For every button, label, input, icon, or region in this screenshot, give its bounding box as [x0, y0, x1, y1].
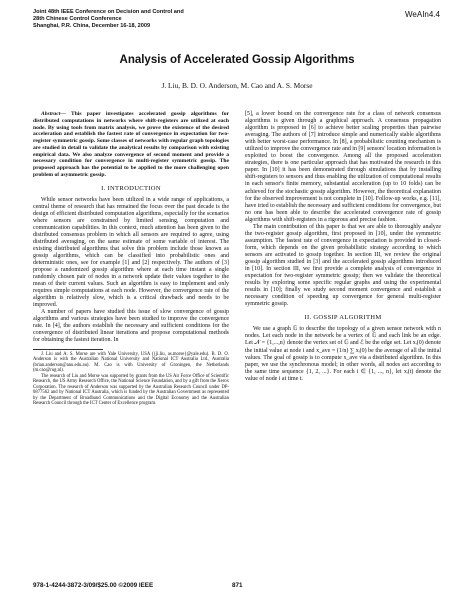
- footnote-funding: The research of Liu and Morse was supported by grants from the US Air Force Office of Scientific Research, the US Army Research Office, the National Science Foundation, and by a gift from the Xerox Corporation. The research of Anderson was supported by the Australian Research Council under DP-0877562 and by National ICT Australia, which is funded by the Australian Government as represented by the Department of Broadband Communications and the Digital Economy and the Australian Research Council through the ICT Center of Excellence program.: [33, 373, 229, 407]
- conference-header: Joint 48th IEEE Conference on Decision and Control and 28th Chinese Control Conference Shanghai, P.R. China, December 16-18, 2009: [33, 9, 184, 30]
- left-column: [33, 111, 229, 407]
- intro-paragraph: A number of papers have studied this issue of slow convergence of gossip algorithms and various strategies have been studied to improve the convergence rate. In [4], the authors establish the necessary and sufficient conditions for the convergence of distributed linear iterations and propose computational methods for obtaining the fastest iteration. In: [33, 309, 229, 344]
- abstract: [33, 111, 229, 179]
- footnote-rule: [33, 349, 103, 350]
- isbn-copyright: 978-1-4244-3872-3/09/$25.00 ©2009 IEEE: [33, 582, 154, 589]
- intro-paragraph: [5], a lower bound on the convergence rate for a class of network consensus algorithms is given through a graphical approach. A consensus propagation algorithm is proposed in [6] to achieve better scaling properties than pairwise averaging. The authors of [7] introduce simple and numerically stable algorithms with better worst-case performance. In [8], a probabilistic counting mechanism is utilized to improve the convergence rate and in [9] sensors' location information is exploited to boost the convergence. Among all the proposed acceleration strategies, there is one particular approach that has motivated the research in this paper. In [10] it has been demonstrated through simulations that by installing shift-registers to sensors and thus enabling the utilization of computational results in each sensor's finite memory, substantial acceleration (up to 10 folds) can be achieved for the stochastic gossip algorithm. However, the theoretical explanation for the observed improvement is not complete in [10]. Follow-up works, e.g. [11], have tried to establish the necessary and sufficient conditions for convergence, but no one has been able to describe the accelerated convergence rate of gossip algorithms with shift-registers in a rigorous and precise fashion.: [245, 111, 441, 223]
- intro-paragraph: While sensor networks have been utilized in a wide range of applications, a central theme of research that has remained the focus over the past decade is the design of efficient distributed computation algorithms, especially for the scenarios where sensors are constrained by limited sensing, computation and communication capabilities. In this context, much attention has been given to the distributed consensus problem in which all sensors are required to agree, using distributed averaging, on the same estimate of some variable of interest. The existing distributed algorithms that solve this problem include those known as gossip algorithms, which can be classified into probabilistic ones and deterministic ones, see for example [1] and [2] respectively. The authors of [3] propose a randomized gossip algorithm where at each time instant a single randomly chosen pair of nodes in a network update their values together to the mean of their current values. Such an algorithm is easy to implement and only requires simple computations at each node. However, the convergence rate of the algorithm is relatively slow, which is a critical drawback and needs to be improved.: [33, 196, 229, 309]
- abstract-text: — This paper investigates accelerated gossip algorithms for distributed computations in networks where shift-registers are utilized at each node. By using tools from matrix analysis, we prove the existence of the desired acceleration and establish the fastest rate of convergence in expectation for two-register symmetric gossip. Some classes of networks with regular graph topologies are studied in detail to validate the analytical results by comparison with existing empirical data. We also analyze convergence of second moment and provide a necessary condition for convergence in multi-register symmetric gossip. The proposed approach has the potential to be applied to the more challenging open problem of asymmetric gossip.: [33, 111, 229, 178]
- section-heading-gossip-algorithm: II. GOSSIP ALGORITHM: [304, 314, 382, 322]
- paper-title: Analysis of Accelerated Gossip Algorithms: [119, 54, 355, 66]
- right-column: [245, 111, 441, 383]
- page-number: 871: [232, 582, 243, 589]
- paper-authors: J. Liu, B. D. O. Anderson, M. Cao and A. S. Morse: [161, 81, 313, 90]
- abstract-label: Abstract: [41, 111, 61, 117]
- section-heading-introduction: I. INTRODUCTION: [101, 184, 161, 192]
- gossip-paragraph: We use a graph 𝔾 to describe the topology of a given sensor network with n nodes. Let each node in the network be a vertex of 𝔾 and each link be an edge. Let 𝒩 = {1,...,n} denote the vertex set of 𝔾 and ℰ be the edge set. Let xᵢ(0) denote the initial value at node i and x_ave = (1/n) ∑ xᵢ(0) be the average of all the initial values. The goal of gossip is to compute x_ave via a distributed algorithm. In this paper, we use the synchronous model; in other words, all nodes act according to the same time sequence {1, 2, ...}. For each i ∈ {1, ..., n}, let xᵢ(t) denote the value of node i at time t.: [245, 326, 441, 382]
- session-id: WeAIn4.4: [405, 10, 440, 19]
- footnote-affiliations: J. Liu and A. S. Morse are with Yale University, USA ({ji.liu, as.morse}@yale.edu). B. D. O. Anderson is with the Australian National University and National ICT Australia Ltd., Australia (brian.anderson@anu.edu.au). M. Cao is with University of Groningen, the Netherlands (m.cao@rug.nl).: [33, 351, 229, 374]
- intro-paragraph: The main contribution of this paper is that we are able to thoroughly analyze the two-register gossip algorithm, first proposed in [10], under the symmetric assumption. The fastest rate of convergence in expectation is provided in closed-form, which depends on the given probabilistic strategy according to which sensors are activated to gossip together. In section III, we review the original gossip algorithm studied in [3] and the accelerated gossip algorithms introduced in [10]. In section III, we first provide a complete analysis of convergence in expectation for two-register symmetric gossip; then we validate the theoretical results by exploring some specific regular graphs and using the experimental results in [10]; finally we study second moment convergence and establish a necessary condition of speeding up convergence for general multi-register symmetric gossip.: [245, 223, 441, 308]
